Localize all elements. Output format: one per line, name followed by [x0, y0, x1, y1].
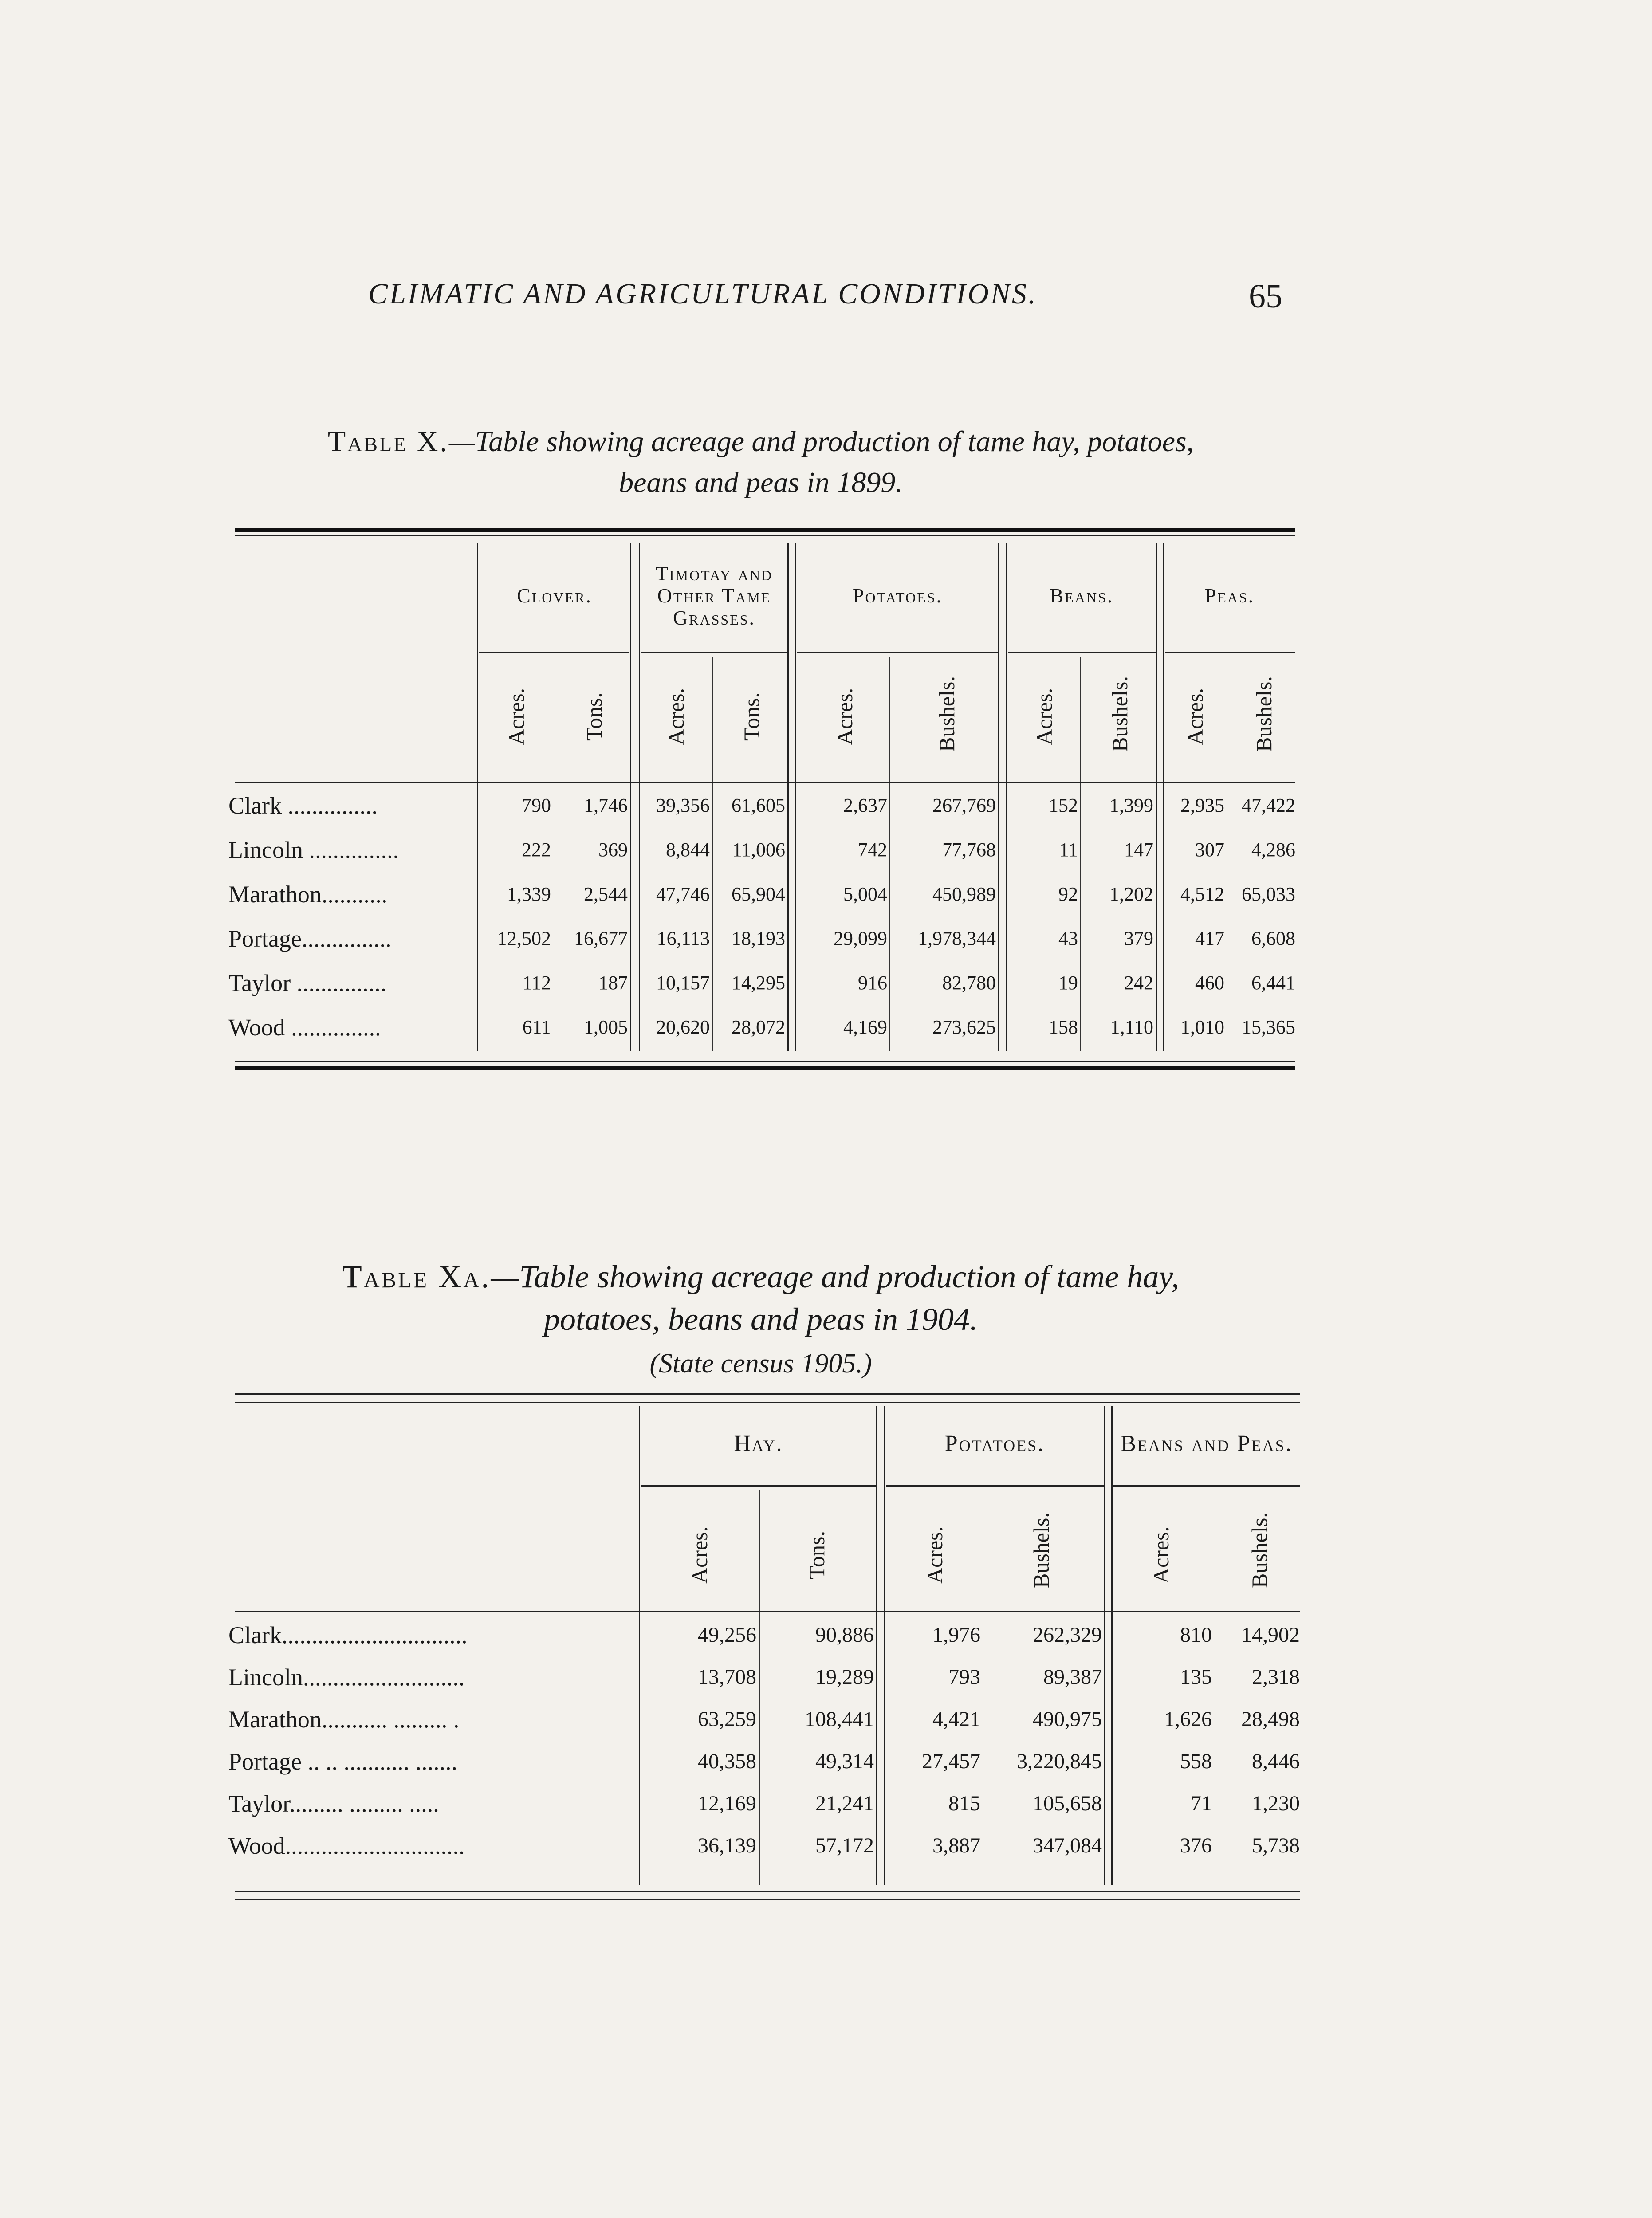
table1-cell: 4,169: [843, 1016, 887, 1038]
table1-col-bushels: Bushels.: [1107, 676, 1132, 752]
table2-cell: 12,169: [698, 1792, 756, 1815]
table2-cell: 2,318: [1252, 1665, 1300, 1689]
table1-cell: 10,157: [656, 972, 710, 994]
table1-group-timothy: Timotay and Other Tame Grasses.: [655, 562, 773, 629]
table2-cell: 90,886: [815, 1623, 874, 1647]
table1-group-underline: [641, 652, 787, 653]
table1-cell: 152: [1049, 794, 1078, 816]
table2-group-divider: [1104, 1406, 1105, 1885]
table2-col-tons: Tons.: [804, 1530, 829, 1579]
table1-cell: 187: [598, 972, 628, 994]
table1-group-underline: [479, 652, 629, 653]
table1-header-rule: [235, 782, 1295, 783]
table1-cell: 242: [1124, 972, 1153, 994]
table1-row-label: Taylor ...............: [228, 970, 387, 996]
table1-group-clover: Clover.: [517, 584, 592, 607]
table2-cell: 49,314: [815, 1750, 874, 1773]
table1-cell: 1,399: [1109, 794, 1153, 816]
table1-cell: 5,004: [843, 883, 887, 905]
table1-stub-divider: [477, 543, 478, 1051]
table1-cell: 18,193: [732, 928, 785, 949]
table1-cell: 273,625: [932, 1016, 996, 1038]
table1-cell: 611: [522, 1016, 551, 1038]
table2-cell: 108,441: [805, 1707, 874, 1731]
table1-cell: 2,637: [843, 794, 887, 816]
table1-cell: 112: [522, 972, 551, 994]
table1-caption-label: Table X.: [327, 425, 449, 458]
table2-group-beans-peas: Beans and Peas.: [1121, 1431, 1293, 1456]
table2-cell: 1,626: [1164, 1707, 1212, 1731]
table1-cell: 1,005: [584, 1016, 628, 1038]
table1-row-label: Lincoln ...............: [228, 837, 399, 863]
table1-cell: 47,422: [1242, 794, 1295, 816]
table2-row-label: Clark...............................: [228, 1622, 468, 1648]
table1-cell: 460: [1195, 972, 1224, 994]
table1-cell: 15,365: [1242, 1016, 1295, 1038]
table1-cell: 82,780: [942, 972, 996, 994]
table2-cell: 71: [1191, 1792, 1212, 1815]
table1-cell: 29,099: [834, 928, 887, 949]
table2-col-bushels: Bushels.: [1029, 1512, 1054, 1589]
table1-col-acres: Acres.: [664, 688, 688, 745]
table1-cell: 1,339: [507, 883, 551, 905]
table1-col-acres: Acres.: [504, 688, 529, 745]
table2-cell: 793: [948, 1665, 980, 1689]
table1-cell: 16,113: [657, 928, 710, 949]
table2-row-label: Marathon........... ......... .: [228, 1706, 460, 1733]
table1-caption-line1: —Table showing acreage and production of tame hay, potatoes,: [448, 425, 1194, 458]
table1-cell: 450,989: [932, 883, 996, 905]
table1-cell: 77,768: [942, 839, 996, 861]
table1-cell: 1,110: [1110, 1016, 1153, 1038]
table1-cell: 267,769: [932, 794, 996, 816]
table1-cell: 4,286: [1251, 839, 1295, 861]
table1-subcol-divider: [1080, 657, 1081, 1051]
table2-cell: 1,976: [932, 1623, 980, 1647]
table2-group-hay: Hay.: [734, 1431, 783, 1456]
table2-cell: 89,387: [1043, 1665, 1102, 1689]
table1-group-peas: Peas.: [1204, 584, 1255, 607]
table1-cell: 61,605: [732, 794, 785, 816]
table2-cell: 40,358: [698, 1750, 756, 1773]
table1-group-potatoes: Potatoes.: [852, 584, 943, 607]
table1-cell: 65,033: [1242, 883, 1295, 905]
table1-group-divider: [787, 543, 789, 1051]
table1-subcol-divider: [889, 657, 890, 1051]
table1-group-underline: [1165, 652, 1295, 653]
table1-cell: 11,006: [732, 839, 785, 861]
table2-caption-line2: potatoes, beans and peas in 1904.: [544, 1302, 978, 1337]
table1-cell: 1,010: [1180, 1016, 1224, 1038]
table1-col-acres: Acres.: [832, 688, 857, 745]
table2-cell: 105,658: [1033, 1792, 1102, 1815]
table2-group-underline: [1113, 1485, 1300, 1487]
table2-row-label: Taylor......... ......... .....: [228, 1790, 439, 1817]
table1-group-divider: [630, 543, 631, 1051]
table2-col-acres: Acres.: [922, 1526, 947, 1584]
table1-cell: 6,441: [1251, 972, 1295, 994]
table2-bottom-rule: [235, 1891, 1300, 1892]
table1-col-acres: Acres.: [1032, 688, 1057, 745]
table2-subcol-divider: [759, 1490, 760, 1885]
table1-cell: 6,608: [1251, 928, 1295, 949]
table2-row-label: Lincoln...........................: [228, 1664, 465, 1691]
table1-cell: 39,356: [656, 794, 710, 816]
table2-cell: 815: [948, 1792, 980, 1815]
table1-bottom-rule: [235, 1061, 1295, 1062]
table1-col-acres: Acres.: [1183, 688, 1208, 745]
table1-cell: 158: [1049, 1016, 1078, 1038]
table1-cell: 307: [1195, 839, 1224, 861]
table2-group-underline: [886, 1485, 1104, 1487]
table1-cell: 11: [1059, 839, 1078, 861]
table1-top-rule-2: [235, 535, 1295, 536]
table2-cell: 27,457: [922, 1750, 980, 1773]
table1-top-rule: [235, 528, 1295, 532]
table2-group-underline: [641, 1485, 876, 1487]
table1-cell: 8,844: [666, 839, 710, 861]
table1-cell: 369: [598, 839, 628, 861]
table1-cell: 65,904: [732, 883, 785, 905]
table1-cell: 379: [1124, 928, 1153, 949]
table2-cell: 3,887: [932, 1834, 980, 1857]
table1-group-divider: [998, 543, 999, 1051]
table1-cell: 14,295: [732, 972, 785, 994]
table1-cell: 742: [858, 839, 887, 861]
table1-row-label: Marathon...........: [228, 881, 388, 908]
table2-group-potatoes: Potatoes.: [944, 1431, 1045, 1456]
table2-cell: 1,230: [1252, 1792, 1300, 1815]
table2-cell: 36,139: [698, 1834, 756, 1857]
table1-row-label: Clark ...............: [228, 792, 378, 819]
table2-cell: 810: [1180, 1623, 1212, 1647]
table1-cell: 20,620: [656, 1016, 710, 1038]
table2-cell: 21,241: [815, 1792, 874, 1815]
table1-col-tons: Tons.: [739, 692, 764, 741]
table1-col-bushels: Bushels.: [934, 676, 959, 752]
table2-cell: 262,329: [1033, 1623, 1102, 1647]
table1-row-label: Wood ...............: [228, 1014, 381, 1041]
table2-cell: 558: [1180, 1750, 1212, 1773]
table1-group-underline: [1008, 652, 1156, 653]
table2-group-divider: [1111, 1406, 1113, 1885]
table1-caption-line2: beans and peas in 1899.: [619, 466, 903, 499]
table1-cell: 1,746: [584, 794, 628, 816]
table1-cell: 147: [1124, 839, 1153, 861]
table1-row-label: Portage...............: [228, 925, 392, 952]
table2-row-label: Portage .. .. ........... .......: [228, 1748, 457, 1775]
table2-group-divider: [876, 1406, 877, 1885]
table1-subcol-divider: [712, 657, 713, 1051]
table1-col-tons: Tons.: [582, 692, 606, 741]
table2-stub-divider: [639, 1406, 640, 1885]
table2-caption-label: Table Xa.: [342, 1259, 491, 1294]
table1-caption: [213, 421, 1309, 503]
table1-cell: 222: [522, 839, 551, 861]
table1-cell: 4,512: [1180, 883, 1224, 905]
table2-caption: [213, 1255, 1309, 1385]
table2-cell: 347,084: [1033, 1834, 1102, 1857]
table2-top-rule-2: [235, 1402, 1300, 1403]
table2-cell: 57,172: [815, 1834, 874, 1857]
table1-cell: 1,978,344: [918, 928, 996, 949]
table2-top-rule: [235, 1393, 1300, 1395]
table1-cell: 16,677: [574, 928, 628, 949]
table2-cell: 135: [1180, 1665, 1212, 1689]
table2-caption-line1: —Table showing acreage and production of tame hay,: [491, 1259, 1180, 1294]
table2-bottom-rule-2: [235, 1899, 1300, 1900]
table1-cell: 790: [522, 794, 551, 816]
table1-cell: 2,544: [584, 883, 628, 905]
table2-cell: 8,446: [1252, 1750, 1300, 1773]
table1-cell: 1,202: [1109, 883, 1153, 905]
table2-header-rule: [235, 1611, 1300, 1612]
table2-cell: 376: [1180, 1834, 1212, 1857]
table1-group-underline: [797, 652, 998, 653]
table1-cell: 12,502: [497, 928, 551, 949]
table1-cell: 43: [1058, 928, 1078, 949]
table1-cell: 417: [1195, 928, 1224, 949]
table2-cell: 4,421: [932, 1707, 980, 1731]
table2-cell: 3,220,845: [1017, 1750, 1102, 1773]
table1-bottom-rule-2: [235, 1066, 1295, 1070]
table2-caption-line3: (State census 1905.): [649, 1349, 872, 1379]
table1-col-bushels: Bushels.: [1251, 676, 1276, 752]
table2-cell: 28,498: [1241, 1707, 1300, 1731]
table1-cell: 2,935: [1180, 794, 1224, 816]
table1-cell: 19: [1058, 972, 1078, 994]
table2-cell: 19,289: [815, 1665, 874, 1689]
table2-cell: 63,259: [698, 1707, 756, 1731]
running-head: CLIMATIC AND AGRICULTURAL CONDITIONS.: [368, 278, 1038, 310]
table1-cell: 92: [1058, 883, 1078, 905]
table2-col-acres: Acres.: [1149, 1526, 1173, 1584]
table1-group-divider: [1156, 543, 1157, 1051]
table2-cell: 49,256: [698, 1623, 756, 1647]
table2-col-acres: Acres.: [687, 1526, 712, 1584]
table2-cell: 5,738: [1252, 1834, 1300, 1857]
table2-cell: 14,902: [1241, 1623, 1300, 1647]
table2-cell: 490,975: [1033, 1707, 1102, 1731]
table1-cell: 47,746: [656, 883, 710, 905]
table1-cell: 916: [858, 972, 887, 994]
table1-group-beans: Beans.: [1050, 584, 1114, 607]
table2-col-bushels: Bushels.: [1247, 1512, 1272, 1589]
table2-row-label: Wood..............................: [228, 1833, 465, 1859]
table2-cell: 13,708: [698, 1665, 756, 1689]
page-number: 65: [1249, 278, 1282, 315]
table1-cell: 28,072: [732, 1016, 785, 1038]
